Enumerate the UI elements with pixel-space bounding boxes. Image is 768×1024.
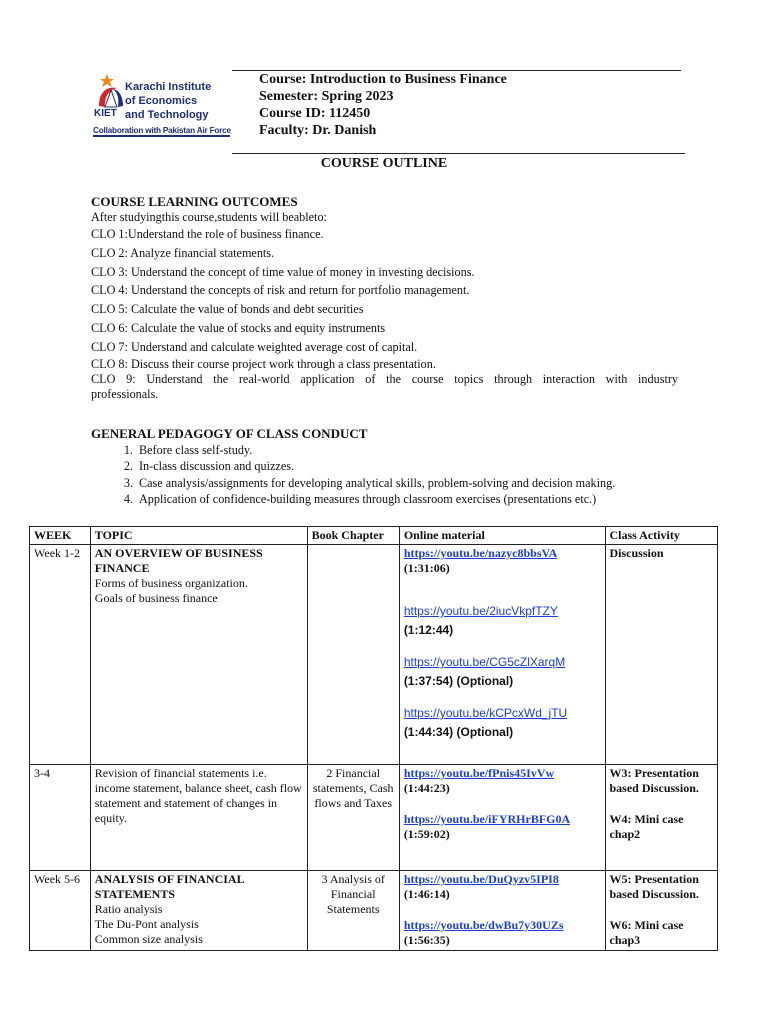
- topic-line: The Du-Pont analysis: [94, 917, 199, 931]
- clo-item: CLO 3: Understand the concept of time value of money in investing decisions.: [91, 264, 475, 279]
- topic-line: Goals of business finance: [94, 591, 218, 605]
- clo-list: [91, 210, 678, 402]
- institute-tagline: Collaboration with Pakistan Air Force: [93, 126, 231, 135]
- col-week: WEEK: [30, 527, 91, 545]
- video-link[interactable]: https://youtu.be/DuQyzv5IPI8: [403, 872, 559, 886]
- activity-cell: [605, 871, 718, 951]
- pedagogy-item: 4. Application of confidence-building measures through classroom exercises (presentations etc.): [136, 491, 736, 507]
- activity-item: W4: Mini case chap2: [609, 812, 684, 841]
- col-topic: TOPIC: [90, 527, 307, 545]
- video-duration: (1:56:35): [403, 933, 450, 947]
- topic-line: Ratio analysis: [94, 902, 163, 916]
- course-name: Course: Introduction to Business Finance: [259, 72, 507, 87]
- video-duration: (1:44:23): [403, 781, 450, 795]
- topic-title: AN OVERVIEW OF BUSINESS FINANCE: [94, 546, 263, 575]
- col-online-material: Online material: [399, 527, 605, 545]
- pedagogy-item: 1. Before class self-study.: [136, 442, 736, 458]
- chapter-cell: [307, 545, 399, 765]
- week-cell: Week 1-2: [30, 545, 91, 765]
- clo-item: CLO 2: Analyze financial statements.: [91, 245, 275, 260]
- video-link[interactable]: https://youtu.be/fPnis45IvVw: [403, 766, 555, 780]
- table-header-row: [30, 527, 718, 545]
- schedule-table: [29, 526, 718, 951]
- table-row: [30, 871, 718, 951]
- clo-item: CLO 6: Calculate the value of stocks and equity instruments: [91, 320, 386, 335]
- video-link[interactable]: https://youtu.be/kCPcxWd_jTU: [403, 706, 568, 720]
- topic-line: Forms of business organization.: [94, 576, 248, 590]
- pedagogy-item: 2. In-class discussion and quizzes.: [136, 458, 736, 474]
- col-book-chapter: Book Chapter: [307, 527, 399, 545]
- topic-cell: [90, 765, 307, 871]
- online-material-cell: [399, 871, 605, 951]
- pedagogy-list: [91, 442, 736, 507]
- video-duration: (1:37:54) (Optional): [403, 674, 514, 688]
- clo-item: CLO 4: Understand the concepts of risk and return for portfolio management.: [91, 283, 470, 298]
- clo-item: CLO 8: Discuss their course project work through a class presentation.: [91, 356, 436, 371]
- video-duration: (1:12:44): [403, 623, 454, 637]
- video-link[interactable]: https://youtu.be/2iucVkpfTZY: [403, 604, 558, 618]
- course-id: Course ID: 112450: [259, 106, 371, 121]
- week-cell: 3-4: [30, 765, 91, 871]
- table-row: [30, 765, 718, 871]
- topic-title: ANALYSIS OF FINANCIAL STATEMENTS: [94, 872, 244, 901]
- topic-cell: [90, 871, 307, 951]
- faculty: Faculty: Dr. Danish: [259, 123, 377, 138]
- topic-line: Common size analysis: [94, 932, 203, 946]
- chapter-cell: 3 Analysis of Financial Statements: [307, 871, 399, 951]
- clo-item-continued: professionals.: [91, 386, 159, 401]
- topic-cell: [90, 545, 307, 765]
- video-duration: (1:59:02): [403, 827, 450, 841]
- institute-logo: [91, 70, 231, 144]
- pedagogy-heading: GENERAL PEDAGOGY OF CLASS CONDUCT: [91, 426, 368, 441]
- clo-heading: COURSE LEARNING OUTCOMES: [91, 194, 298, 209]
- topic-line: Revision of financial statements i.e. income statement, balance sheet, cash flow statement and statement of changes in equity.: [94, 766, 302, 825]
- video-duration: (1:31:06): [403, 561, 450, 575]
- chapter-cell: 2 Financial statements, Cash flows and Taxes: [307, 765, 399, 871]
- activity-cell: [605, 765, 718, 871]
- video-link[interactable]: https://youtu.be/CG5cZlXarqM: [403, 655, 566, 669]
- activity-item: W5: Presentation based Discussion.: [609, 872, 699, 901]
- video-duration: (1:46:14): [403, 887, 450, 901]
- header-rule-bottom: [232, 153, 685, 154]
- col-class-activity: Class Activity: [605, 527, 718, 545]
- pedagogy-item: 3. Case analysis/assignments for developing analytical skills, problem-solving and decision making.: [136, 475, 736, 491]
- clo-intro: After studyingthis course,students will beableto:: [91, 210, 327, 224]
- activity-cell: Discussion: [605, 545, 718, 765]
- activity-item: W3: Presentation based Discussion.: [609, 766, 699, 795]
- clo-item: CLO 1:Understand the role of business finance.: [91, 227, 324, 241]
- semester: Semester: Spring 2023: [259, 89, 394, 104]
- table-row: [30, 545, 718, 765]
- activity-item: W6: Mini case chap3: [609, 918, 684, 947]
- online-material-cell: [399, 545, 605, 765]
- video-link[interactable]: https://youtu.be/iFYRHrBFG0A: [403, 812, 571, 826]
- video-link[interactable]: https://youtu.be/nazyc8bbsVA: [403, 546, 558, 560]
- course-header: [259, 71, 507, 139]
- institute-abbr: KIET: [94, 108, 117, 119]
- clo-item: CLO 7: Understand and calculate weighted average cost of capital.: [91, 339, 418, 354]
- clo-item: CLO 5: Calculate the value of bonds and debt securities: [91, 302, 364, 317]
- online-material-cell: [399, 765, 605, 871]
- clo-item: CLO 9: Understand the real-world application of the course topics through interaction with industry: [91, 371, 678, 386]
- institute-name: Karachi Institute of Economics and Technology: [125, 81, 212, 121]
- video-duration: (1:44:34) (Optional): [403, 725, 514, 739]
- video-link[interactable]: https://youtu.be/dwBu7y30UZs: [403, 918, 564, 932]
- page-title: COURSE OUTLINE: [320, 156, 448, 171]
- week-cell: Week 5-6: [30, 871, 91, 951]
